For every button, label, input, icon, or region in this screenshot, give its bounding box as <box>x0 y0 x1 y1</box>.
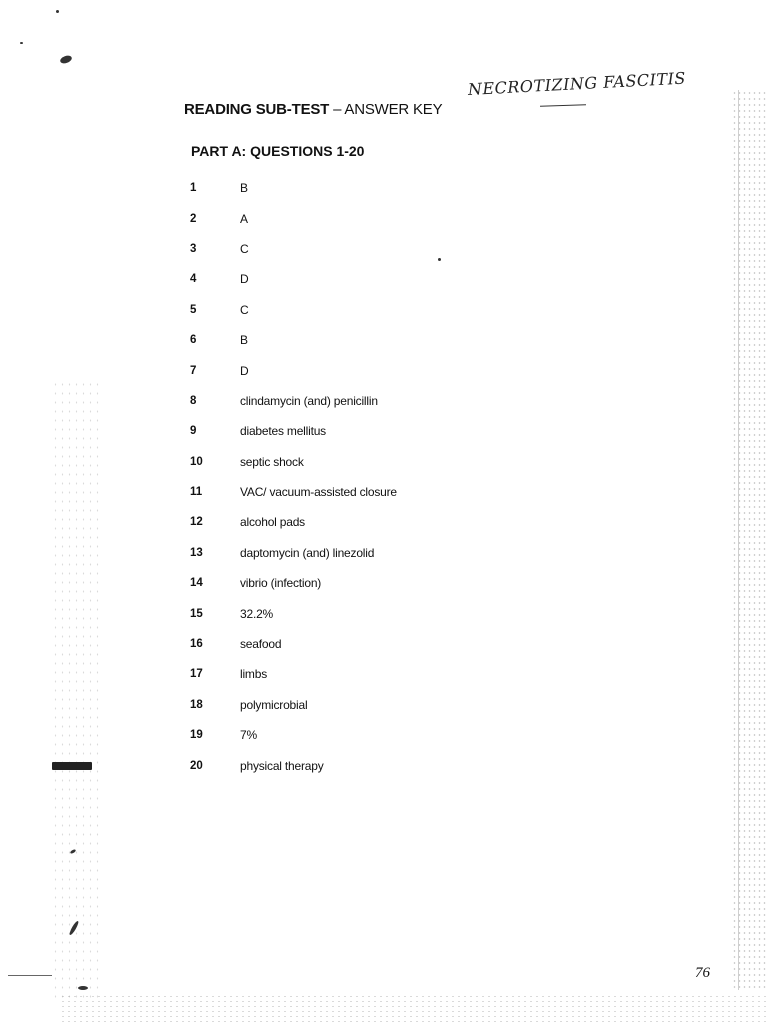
answer-text: B <box>240 181 248 196</box>
answer-row <box>190 477 397 507</box>
answer-number: 19 <box>190 729 203 742</box>
answer-row <box>190 507 397 537</box>
answer-text: alcohol pads <box>240 515 305 530</box>
answer-text: D <box>240 272 249 287</box>
answer-row <box>190 325 397 355</box>
answer-row <box>190 355 397 385</box>
scan-mark <box>52 762 92 770</box>
handwritten-note: NECROTIZING FASCITIS <box>467 68 687 99</box>
answer-number: 15 <box>190 607 203 620</box>
answer-number: 17 <box>190 668 203 681</box>
answer-number: 10 <box>190 455 203 468</box>
answer-row <box>190 659 397 689</box>
answer-text: 7% <box>240 728 257 743</box>
answer-number: 2 <box>190 212 197 225</box>
answer-row <box>190 629 397 659</box>
scan-noise-left <box>52 380 102 1000</box>
answer-row <box>190 538 397 568</box>
answer-row <box>190 295 397 325</box>
answer-number: 4 <box>190 273 197 286</box>
answer-text: C <box>240 241 249 256</box>
handwritten-underline <box>540 104 586 107</box>
document-title <box>184 101 442 118</box>
answer-row <box>190 416 397 446</box>
answer-text: septic shock <box>240 454 304 469</box>
scan-speck <box>78 986 88 990</box>
answer-text: clindamycin (and) penicillin <box>240 393 378 408</box>
answer-text: D <box>240 363 249 378</box>
answer-text: A <box>240 211 248 226</box>
title-regular-part: – ANSWER KEY <box>329 101 443 118</box>
answer-number: 5 <box>190 303 197 316</box>
page-number: 76 <box>695 965 710 981</box>
answer-row <box>190 750 397 780</box>
scan-speck <box>438 258 441 261</box>
answer-number: 14 <box>190 577 203 590</box>
answer-text: daptomycin (and) linezolid <box>240 545 375 560</box>
section-heading: PART A: QUESTIONS 1-20 <box>191 143 365 159</box>
answer-row <box>190 720 397 750</box>
answer-number: 11 <box>190 486 203 499</box>
scan-speck <box>59 54 73 65</box>
answer-text: seafood <box>240 637 282 652</box>
answer-row <box>190 173 397 203</box>
answer-text: polymicrobial <box>240 697 308 712</box>
answer-text: diabetes mellitus <box>240 424 326 439</box>
title-strong-part: READING SUB-TEST <box>184 101 330 118</box>
answer-number: 3 <box>190 242 197 255</box>
answer-number: 18 <box>190 698 203 711</box>
answer-text: limbs <box>240 667 268 682</box>
answer-number: 9 <box>190 425 197 438</box>
answer-text: physical therapy <box>240 758 324 773</box>
answer-row <box>190 447 397 477</box>
answer-number: 8 <box>190 394 197 407</box>
answer-number: 16 <box>190 638 203 651</box>
scan-speck <box>56 10 59 13</box>
answer-row <box>190 386 397 416</box>
answer-number: 1 <box>190 182 197 195</box>
answer-row <box>190 690 397 720</box>
answer-text: 32.2% <box>240 606 274 621</box>
answer-row <box>190 234 397 264</box>
answer-number: 6 <box>190 334 197 347</box>
answer-list <box>190 173 397 781</box>
scan-noise-bottom <box>60 994 768 1024</box>
answer-row <box>190 264 397 294</box>
answer-row <box>190 568 397 598</box>
answer-text: VAC/ vacuum-assisted closure <box>240 485 397 500</box>
answer-row <box>190 598 397 628</box>
answer-number: 12 <box>190 516 203 529</box>
answer-number: 20 <box>190 759 203 772</box>
answer-text: C <box>240 302 249 317</box>
answer-text: vibrio (infection) <box>240 576 322 591</box>
scan-speck <box>20 42 23 44</box>
answer-row <box>190 203 397 233</box>
answer-text: B <box>240 333 248 348</box>
page-edge <box>738 90 739 990</box>
answer-number: 13 <box>190 546 203 559</box>
scan-line <box>8 975 52 976</box>
answer-number: 7 <box>190 364 197 377</box>
